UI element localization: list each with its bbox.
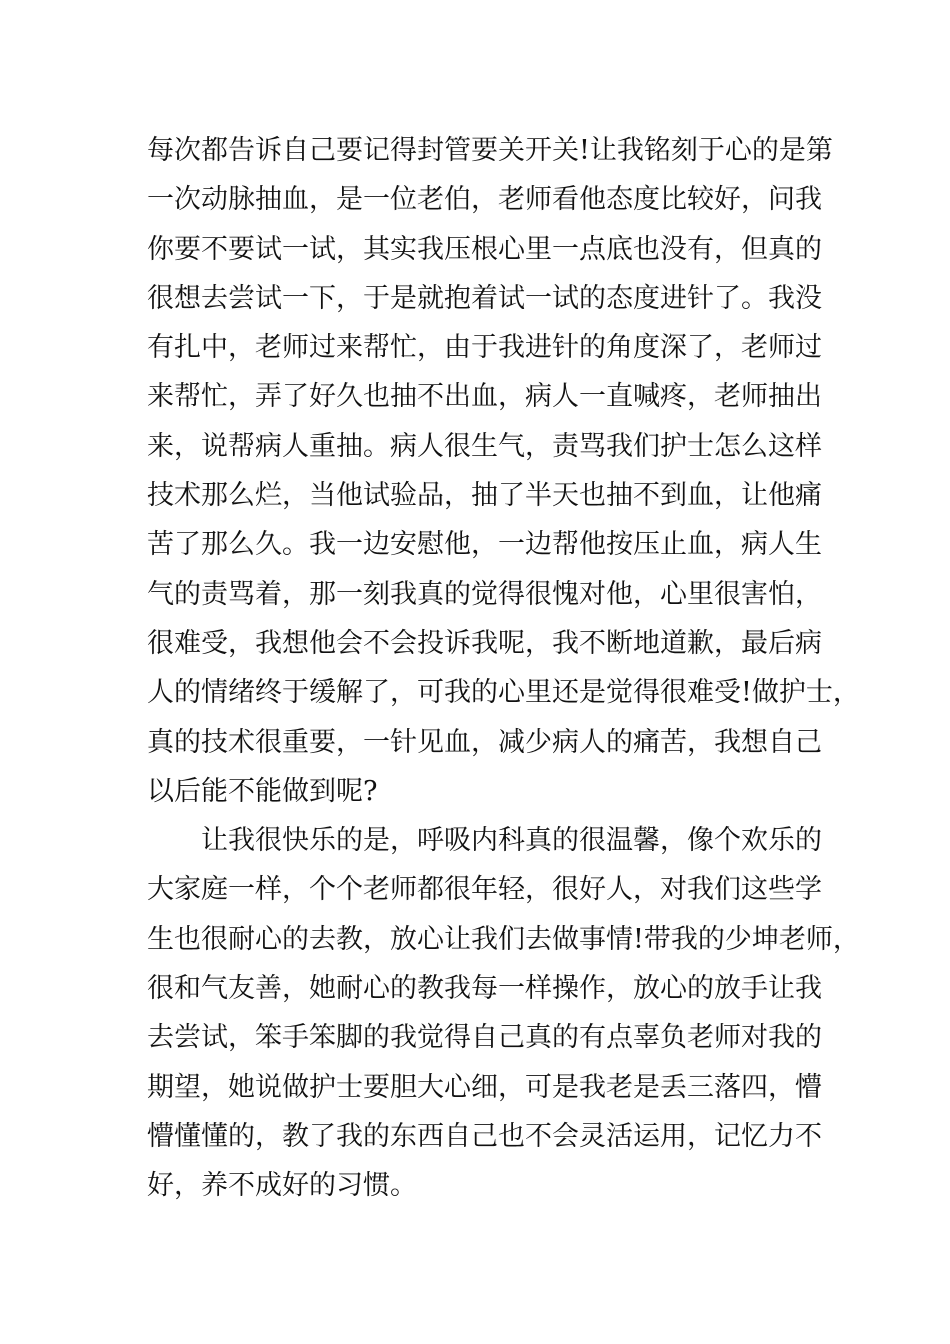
text-line: 苦了那么久。我一边安慰他，一边帮他按压止血，病人生 [147,529,822,561]
text-line: 期望，她说做护士要胆大心细，可是我老是丢三落四，懵 [147,1071,822,1103]
paragraph-1 [147,126,860,816]
text-line: 很难受，我想他会不会投诉我呢，我不断地道歉，最后病 [147,627,822,659]
text-line: 你要不要试一试，其实我压根心里一点底也没有，但真的 [147,233,822,265]
text-line: 来，说帮病人重抽。病人很生气，责骂我们护士怎么这样 [147,430,822,462]
text-line: 技术那么烂，当他试验品，抽了半天也抽不到血，让他痛 [147,480,822,512]
text-line: 懵懂懂的，教了我的东西自己也不会灵活运用，记忆力不 [147,1120,822,1152]
text-line: 很和气友善，她耐心的教我每一样操作，放心的放手让我 [147,973,822,1005]
paragraph-2 [147,816,860,1210]
text-line: 一次动脉抽血，是一位老伯，老师看他态度比较好，问我 [147,184,822,216]
text-line: 生也很耐心的去教，放心让我们去做事情!带我的少坤老师， [147,923,860,955]
body-text [147,126,860,1211]
text-line: 很想去尝试一下，于是就抱着试一试的态度进针了。我没 [147,282,822,314]
text-line: 以后能不能做到呢? [147,775,378,807]
text-line: 大家庭一样，个个老师都很年轻，很好人，对我们这些学 [147,874,822,906]
text-line: 好，养不成好的习惯。 [147,1170,417,1202]
text-line: 去尝试，笨手笨脚的我觉得自己真的有点辜负老师对我的 [147,1022,822,1054]
text-line: 人的情绪终于缓解了，可我的心里还是觉得很难受!做护士， [147,677,860,709]
text-line: 真的技术很重要，一针见血，减少病人的痛苦，我想自己 [147,726,822,758]
text-line: 有扎中，老师过来帮忙，由于我进针的角度深了，老师过 [147,332,822,364]
text-line: 气的责骂着，那一刻我真的觉得很愧对他，心里很害怕， [147,578,822,610]
text-line: 来帮忙，弄了好久也抽不出血，病人一直喊疼，老师抽出 [147,381,822,413]
text-line: 让我很快乐的是，呼吸内科真的很温馨，像个欢乐的 [201,825,822,857]
text-line: 每次都告诉自己要记得封管要关开关!让我铭刻于心的是第 [147,135,833,166]
